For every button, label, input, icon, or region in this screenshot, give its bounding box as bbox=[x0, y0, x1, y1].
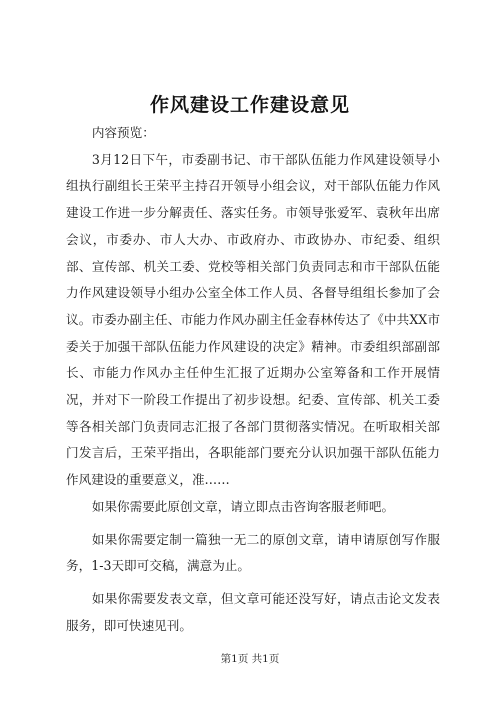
preview-label: 内容预览： bbox=[91, 125, 155, 140]
document-title: 作风建设工作建设意见 bbox=[149, 94, 350, 116]
document-body bbox=[66, 120, 440, 639]
body-paragraph-main: 3月12日下午，市委副书记、市干部队伍能力作风建设领导小组执行副组长王荣平主持召开领导小组会议，对干部队伍能力作风建设工作进一步分解责任、落实任务。市领导张爱军、袁秋年出席会议，市委办、市人大办、市政府办、市政协办、市纪委、组织部、宣传部、机关工委、党校等相关部门负责同志和市干部队伍能力作风建设领导小组办公室全体工作人员、各督导组组长参加了会议。市委办副主任、市能力作风办副主任金春林传达了《中共XX市委关于加强干部队伍能力作风建设的决定》精神。市委组织部副部长、市能力作风办主任仲生汇报了近期办公室筹备和工作开展情况，并对下一阶段工作提出了初步设想。纪委、宣传部、机关工委等各相关部门负责同志汇报了各部门贯彻落实情况。在听取相关部门发言后，王荣平指出，各职能部门要充分认识加强干部队伍能力作风建设的重要意义，准…… bbox=[66, 151, 440, 488]
page-footer: 第1页 共1页 bbox=[220, 653, 280, 665]
body-paragraph-consult: 如果你需要此原创文章，请立即点击咨询客服老师吧。 bbox=[91, 498, 395, 514]
body-paragraph-custom: 如果你需要定制一篇独一无二的原创文章，请申请原创写作服务，1-3天即可交稿，满意为止。 bbox=[66, 531, 440, 574]
body-paragraph-publish: 如果你需要发表文章，但文章可能还没写好，请点击论文发表服务，即可快速见刊。 bbox=[66, 590, 440, 633]
